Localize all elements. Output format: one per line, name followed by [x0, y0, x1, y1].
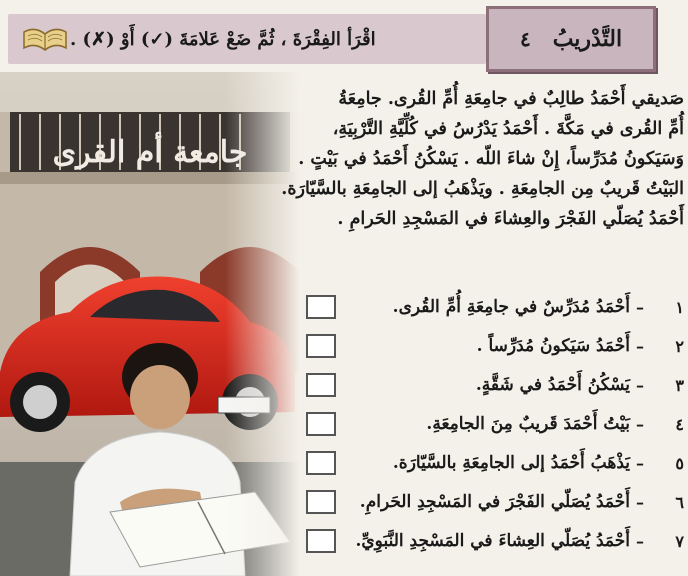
statement-text: أَحْمَدُ مُدَرِّسٌ في جامِعَةِ أُمِّ القُرى.: [392, 297, 630, 317]
paragraph-line: البَيْتُ قَريبٌ مِن الجامِعَةِ . ويَذْهَبُ إلى الجامِعَةِ بالسَّيّارَة.: [281, 179, 684, 199]
statement-number: ٣: [675, 375, 684, 395]
statement-dash: –: [636, 453, 644, 473]
answer-checkbox[interactable]: [306, 451, 336, 475]
statement-text: أَحْمَدُ سَيَكونُ مُدَرِّساً .: [476, 336, 630, 356]
statement-row: [300, 292, 684, 322]
exercise-title-box: [486, 6, 656, 72]
statement-row: [300, 331, 684, 361]
statement-text: أَحْمَدُ يُصَلّي العِشاءَ في المَسْجِدِ النَّبَوِيِّ.: [355, 531, 630, 551]
statement-number: ١: [675, 297, 684, 317]
paragraph-line: وَسَيَكونُ مُدَرِّساً، إِنْ شاءَ اللّه . يَسْكُنُ أَحْمَدُ في بَيْتٍ .: [298, 149, 684, 169]
exercise-header: [8, 6, 680, 68]
statement-text: بَيْتُ أَحْمَدَ قَريبٌ مِنَ الجامِعَةِ.: [426, 414, 630, 434]
statement-dash: –: [636, 297, 644, 317]
answer-checkbox[interactable]: [306, 295, 336, 319]
statement-row: [300, 487, 684, 517]
statement-row: [300, 448, 684, 478]
reading-paragraph: [268, 84, 684, 234]
paragraph-line: أَحْمَدُ يُصَلّي الفَجْرَ والعِشاءَ في المَسْجِدِ الحَرامِ .: [337, 209, 684, 229]
paragraph-line: صَديقي أَحْمَدُ طالِبٌ في جامِعَةِ أُمِّ القُرى. جامِعَةُ: [338, 89, 684, 109]
exercise-number: ٤: [519, 27, 531, 51]
statement-text: أَحْمَدُ يُصَلّي الفَجْرَ في المَسْجِدِ الحَرامِ.: [359, 492, 630, 512]
statement-number: ٤: [675, 414, 684, 434]
instruction-bar: [8, 14, 486, 64]
true-false-list: [300, 288, 684, 576]
student-photo: [0, 72, 300, 576]
statement-dash: –: [636, 414, 644, 434]
statement-row: [300, 370, 684, 400]
open-book-icon: [20, 24, 70, 54]
exercise-title: التَّدْريبُ: [552, 26, 623, 52]
answer-checkbox[interactable]: [306, 490, 336, 514]
statement-text: يَذْهَبُ أَحْمَدُ إلى الجامِعَةِ بالسَّيّارَة.: [392, 453, 630, 473]
statement-dash: –: [636, 492, 644, 512]
statement-number: ٢: [675, 336, 684, 356]
statement-dash: –: [636, 336, 644, 356]
statement-number: ٦: [675, 492, 684, 512]
answer-checkbox[interactable]: [306, 529, 336, 553]
statement-text: يَسْكُنُ أَحْمَدُ في شَقَّةٍ.: [475, 375, 630, 395]
answer-checkbox[interactable]: [306, 373, 336, 397]
statement-dash: –: [636, 531, 644, 551]
instruction-text: اقْرَأ الفِقْرَةَ ، ثُمَّ ضَعْ عَلامَةَ (✓) أَوْ (✗) .: [70, 28, 376, 50]
statement-row: [300, 526, 684, 556]
statement-dash: –: [636, 375, 644, 395]
statement-number: ٥: [675, 453, 684, 473]
statement-number: ٧: [675, 531, 684, 551]
answer-checkbox[interactable]: [306, 334, 336, 358]
statement-row: [300, 409, 684, 439]
answer-checkbox[interactable]: [306, 412, 336, 436]
paragraph-line: أُمِّ القُرى في مَكَّةَ . أَحْمَدُ يَدْرُسُ في كُلِّيَّةِ التَّرْبِيَةِ،: [332, 119, 684, 139]
